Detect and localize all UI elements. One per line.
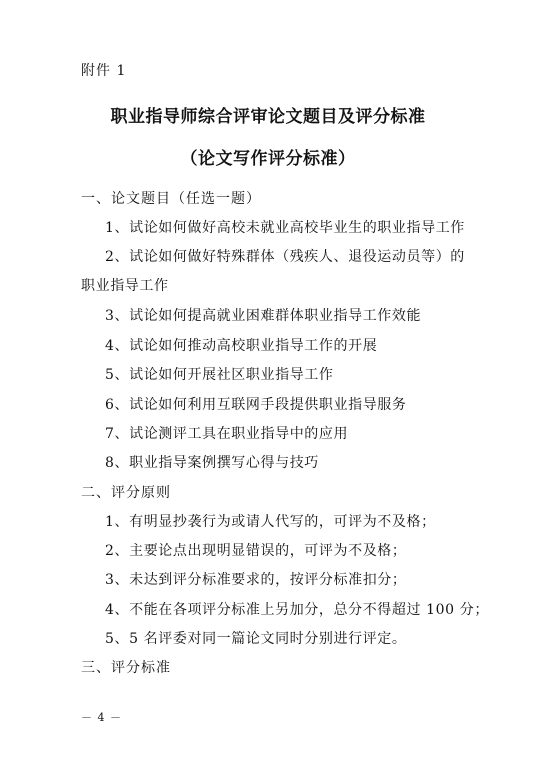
topic-item: 8、职业指导案例撰写心得与技巧: [105, 455, 319, 471]
document-subtitle: （论文写作评分标准）: [180, 149, 356, 169]
topic-item: 3、试论如何提高就业困难群体职业指导工作效能: [105, 308, 422, 324]
topic-item: 4、试论如何推动高校职业指导工作的开展: [105, 338, 378, 354]
topic-item: 5、试论如何开展社区职业指导工作: [105, 367, 334, 383]
topic-item: 1、试论如何做好高校未就业高校毕业生的职业指导工作: [105, 220, 465, 236]
principle-item: 3、未达到评分标准要求的，按评分标准扣分；: [105, 572, 407, 588]
principle-item: 1、有明显抄袭行为或请人代写的，可评为不及格；: [105, 514, 436, 530]
section-heading-principles: 二、评分原则: [81, 485, 171, 501]
document-title: 职业指导师综合评审论文题目及评分标准: [110, 107, 426, 127]
section-heading-criteria: 三、评分标准: [81, 660, 171, 676]
section-heading-topics: 一、论文题目（任选一题）: [81, 191, 261, 207]
principle-item: 2、主要论点出现明显错误的，可评为不及格；: [105, 543, 407, 559]
topic-item: 2、试论如何做好特殊群体（残疾人、退役运动员等）的: [105, 249, 465, 265]
topic-item: 7、试论测评工具在职业指导中的应用: [105, 426, 349, 442]
attachment-label: 附件 1: [81, 63, 127, 79]
topic-item-continuation: 职业指导工作: [81, 278, 169, 294]
principle-item: 4、不能在各项评分标准上另加分，总分不得超过 100 分；: [105, 602, 489, 618]
page-number: － 4 －: [81, 711, 122, 724]
topic-item: 6、试论如何利用互联网手段提供职业指导服务: [105, 397, 407, 413]
principle-item: 5、5 名评委对同一篇论文同时分别进行评定。: [105, 631, 407, 647]
